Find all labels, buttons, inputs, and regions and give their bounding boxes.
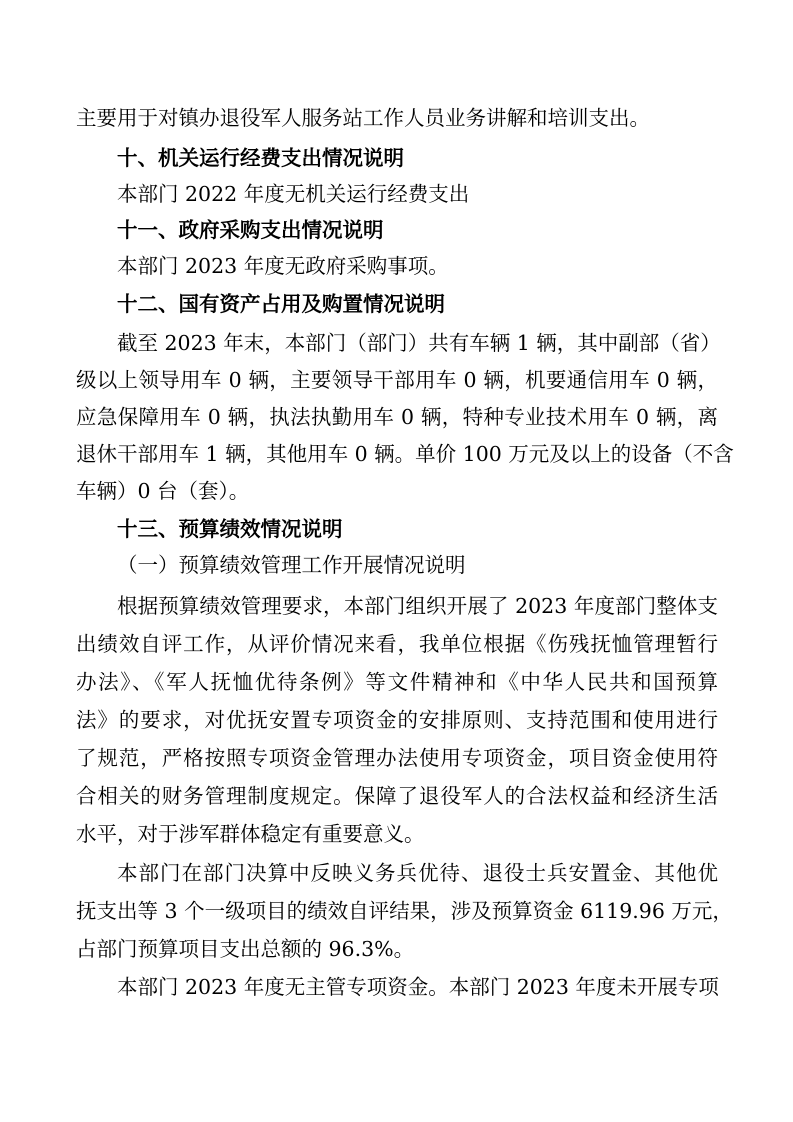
paragraph-line: 本部门在部门决算中反映义务兵优待、退役士兵安置金、其他优: [117, 861, 718, 885]
section-13-subheading: （一）预算绩效管理工作开展情况说明: [117, 553, 466, 577]
paragraph-line: 合相关的财务管理制度规定。保障了退役军人的合法权益和经济生活: [76, 784, 718, 808]
paragraph-line: 占部门预算项目支出总额的 96.3%。: [76, 937, 415, 961]
section-11-body: 本部门 2023 年度无政府采购事项。: [117, 254, 449, 278]
paragraph-line: 了规范，严格按照专项资金管理办法使用专项资金，项目资金使用符: [76, 746, 718, 770]
paragraph-line: 办法》、《军人抚恤优待条例》等文件精神和《中华人民共和国预算: [76, 670, 718, 694]
section-12-line: 应急保障用车 0 辆，执法执勤用车 0 辆，特种专业技术用车 0 辆，离: [76, 405, 718, 429]
continuation-text: 主要用于对镇办退役军人服务站工作人员业务讲解和培训支出。: [76, 106, 650, 130]
section-12-line: 退休干部用车 1 辆，其他用车 0 辆。单价 100 万元及以上的设备（不含: [76, 442, 734, 466]
paragraph-line: 法》的要求，对优抚安置专项资金的安排原则、支持范围和使用进行: [76, 708, 718, 732]
paragraph-line: 抚支出等 3 个一级项目的绩效自评结果，涉及预算资金 6119.96 万元，: [76, 899, 733, 923]
section-12-line: 车辆）0 台（套）。: [76, 479, 250, 503]
section-10-body: 本部门 2022 年度无机关运行经费支出: [117, 182, 470, 206]
paragraph-line: 根据预算绩效管理要求，本部门组织开展了 2023 年度部门整体支: [117, 594, 718, 618]
paragraph-line: 水平，对于涉军群体稳定有重要意义。: [76, 822, 425, 846]
section-12-line: 级以上领导用车 0 辆，主要领导干部用车 0 辆，机要通信用车 0 辆，: [76, 368, 718, 392]
paragraph-line: 本部门 2023 年度无主管专项资金。本部门 2023 年度未开展专项: [117, 975, 719, 999]
section-11-heading: 十一、政府采购支出情况说明: [117, 218, 384, 242]
section-10-heading: 十、机关运行经费支出情况说明: [117, 146, 404, 170]
section-12-line: 截至 2023 年末，本部门（部门）共有车辆 1 辆，其中副部（省）: [117, 331, 721, 355]
paragraph-line: 出绩效自评工作，从评价情况来看，我单位根据《伤残抚恤管理暂行: [76, 632, 718, 656]
section-13-heading: 十三、预算绩效情况说明: [117, 517, 343, 541]
section-12-heading: 十二、国有资产占用及购置情况说明: [117, 292, 445, 316]
